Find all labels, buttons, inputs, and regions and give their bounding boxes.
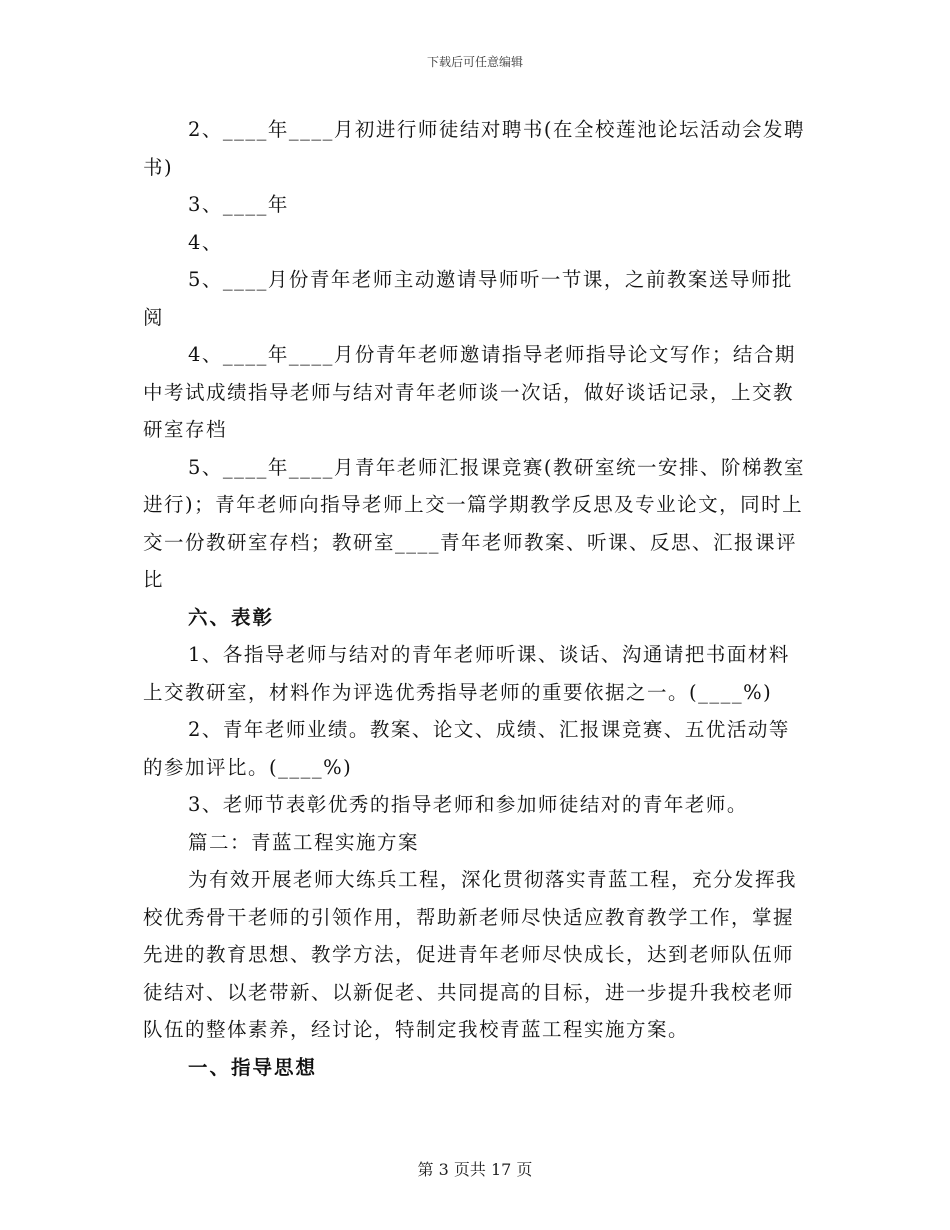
paragraph-item-5b: 5、____年____月青年老师汇报课竞赛(教研室统一安排、阶梯教室进行)；青年老师向指导老师上交一篇学期教学反思及专业论文，同时上交一份教研室存档；教研室____青年老师教案、听课、反思、汇报课评比 [143, 455, 806, 591]
section-heading-commendation: 六、表彰 [188, 605, 275, 629]
document-body [143, 111, 807, 1086]
paragraph-item-4: 4、 [188, 230, 223, 254]
paragraph-commendation-3: 3、老师节表彰优秀的指导老师和参加师徒结对的青年老师。 [188, 793, 748, 816]
page-header: 下载后可任意编辑 [426, 55, 523, 69]
paragraph-commendation-1: 1、各指导老师与结对的青年老师听课、谈话、沟通请把书面材料上交教研室，材料作为评选优秀指导老师的重要依据之一。(____%) [143, 643, 790, 704]
paragraph-intro: 为有效开展老师大练兵工程，深化贯彻落实青蓝工程，充分发挥我校优秀骨干老师的引领作用，帮助新老师尽快适应教育教学工作，掌握先进的教育思想、教学方法，促进青年老师尽快成长，达到老师队伍师徒结对、以老带新、以新促老、共同提高的目标，进一步提升我校老师队伍的整体素养，经讨论，特制定我校青蓝工程实施方案。 [143, 868, 798, 1041]
page-footer: 第 3 页共 17 页 [417, 1160, 533, 1179]
article-title: 篇二：青蓝工程实施方案 [188, 830, 420, 854]
paragraph-item-2: 2、____年____月初进行师徒结对聘书(在全校莲池论坛活动会发聘书) [143, 118, 806, 179]
paragraph-item-4b: 4、____年____月份青年老师邀请指导老师指导论文写作；结合期中考试成绩指导老师与结对青年老师谈一次话，做好谈话记录，上交教研室存档 [143, 343, 796, 441]
paragraph-commendation-2: 2、青年老师业绩。教案、论文、成绩、汇报课竞赛、五优活动等的参加评比。(____%) [143, 718, 790, 779]
section-heading-guiding-thought: 一、指导思想 [188, 1055, 318, 1079]
paragraph-item-3: 3、____年 [188, 193, 289, 216]
paragraph-item-5: 5、____月份青年老师主动邀请导师听一节课，之前教案送导师批阅 [143, 268, 793, 329]
